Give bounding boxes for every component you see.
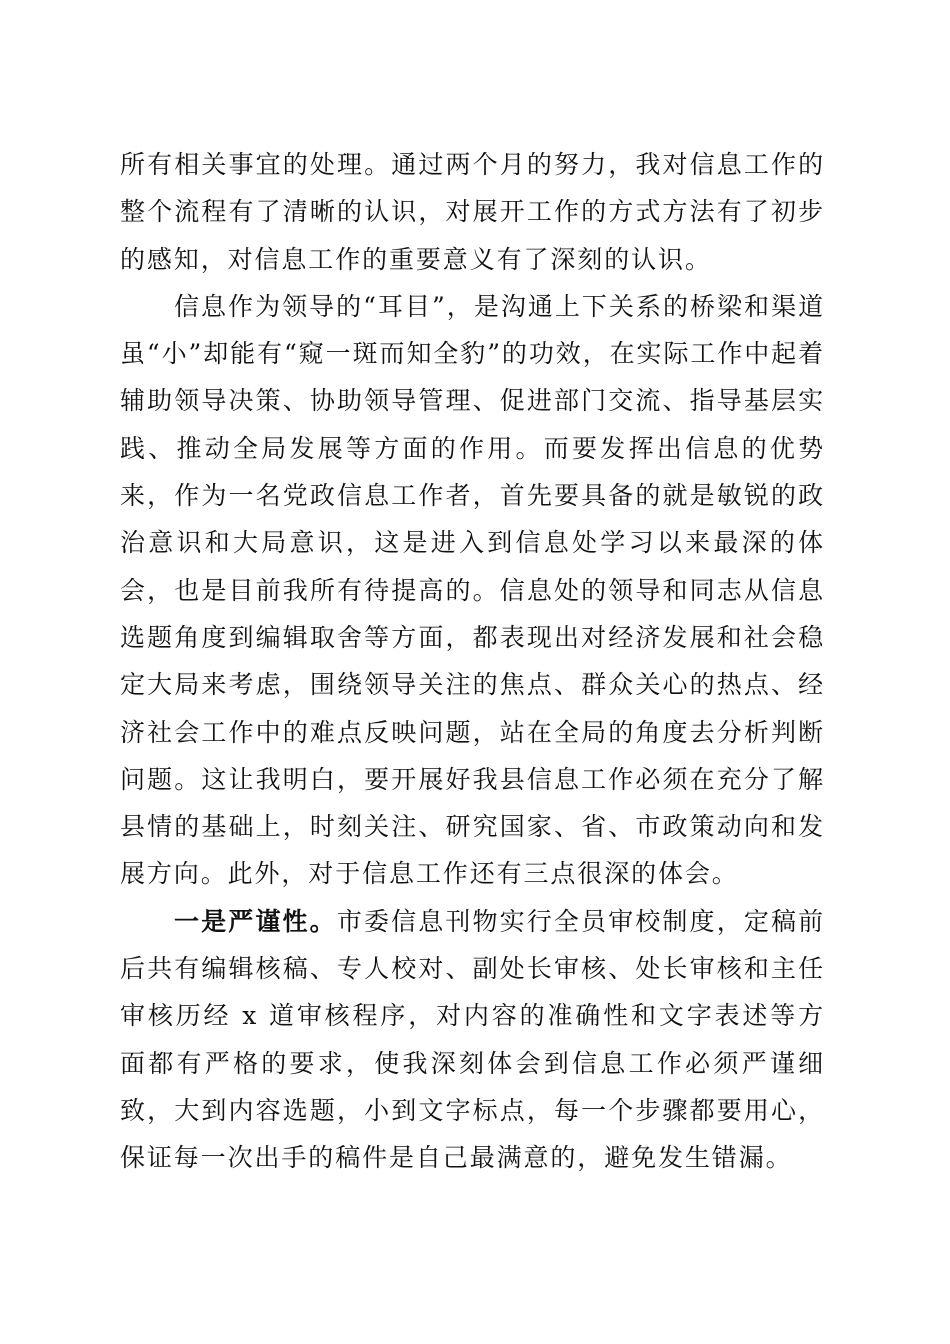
paragraph-2-text: 信息作为领导的“耳目”，是沟通上下关系的桥梁和渠道虽“小”却能有“窥一斑而知全豹”的功效，在实际工作中起着辅助领导决策、协助领导管理、促进部门交流、指导基层实践、推动全局发展等方面的作用。而要发挥出信息的优势来，作为一名党政信息工作者，首先要具备的就是敏锐的政治意识和大局意识，这是进入到信息处学习以来最深的体会，也是目前我所有待提高的。信息处的领导和同志从信息选题角度到编辑取舍等方面，都表现出对经济发展和社会稳定大局来考虑，围绕领导关注的焦点、群众关心的热点、经济社会工作中的难点反映问题，站在全局的角度去分析判断问题。这让我明白，要开展好我县信息工作必须在充分了解县情的基础上，时刻关注、研究国家、省、市政策动向和发展方向。此外，对于信息工作还有三点很深的体会。 [120,291,825,889]
paragraph-3 [120,898,825,1182]
paragraph-3-lead: 一是严谨性。 [174,906,337,936]
document-body [120,141,825,1182]
paragraph-2 [120,283,825,898]
paragraph-3-text: 市委信息刊物实行全员审校制度，定稿前后共有编辑核稿、专人校对、副处长审核、处长审核和主任审核历经 x 道审核程序，对内容的准确性和文字表述等方面都有严格的要求，使我深刻体会到信息工作必须严谨细致，大到内容选题，小到文字标点，每一个步骤都要用心，保证每一次出手的稿件是自己最满意的，避免发生错漏。 [120,906,825,1173]
paragraph-1 [120,141,825,283]
paragraph-1-text: 所有相关事宜的处理。通过两个月的努力，我对信息工作的整个流程有了清晰的认识，对展开工作的方式方法有了初步的感知，对信息工作的重要意义有了深刻的认识。 [120,150,825,274]
